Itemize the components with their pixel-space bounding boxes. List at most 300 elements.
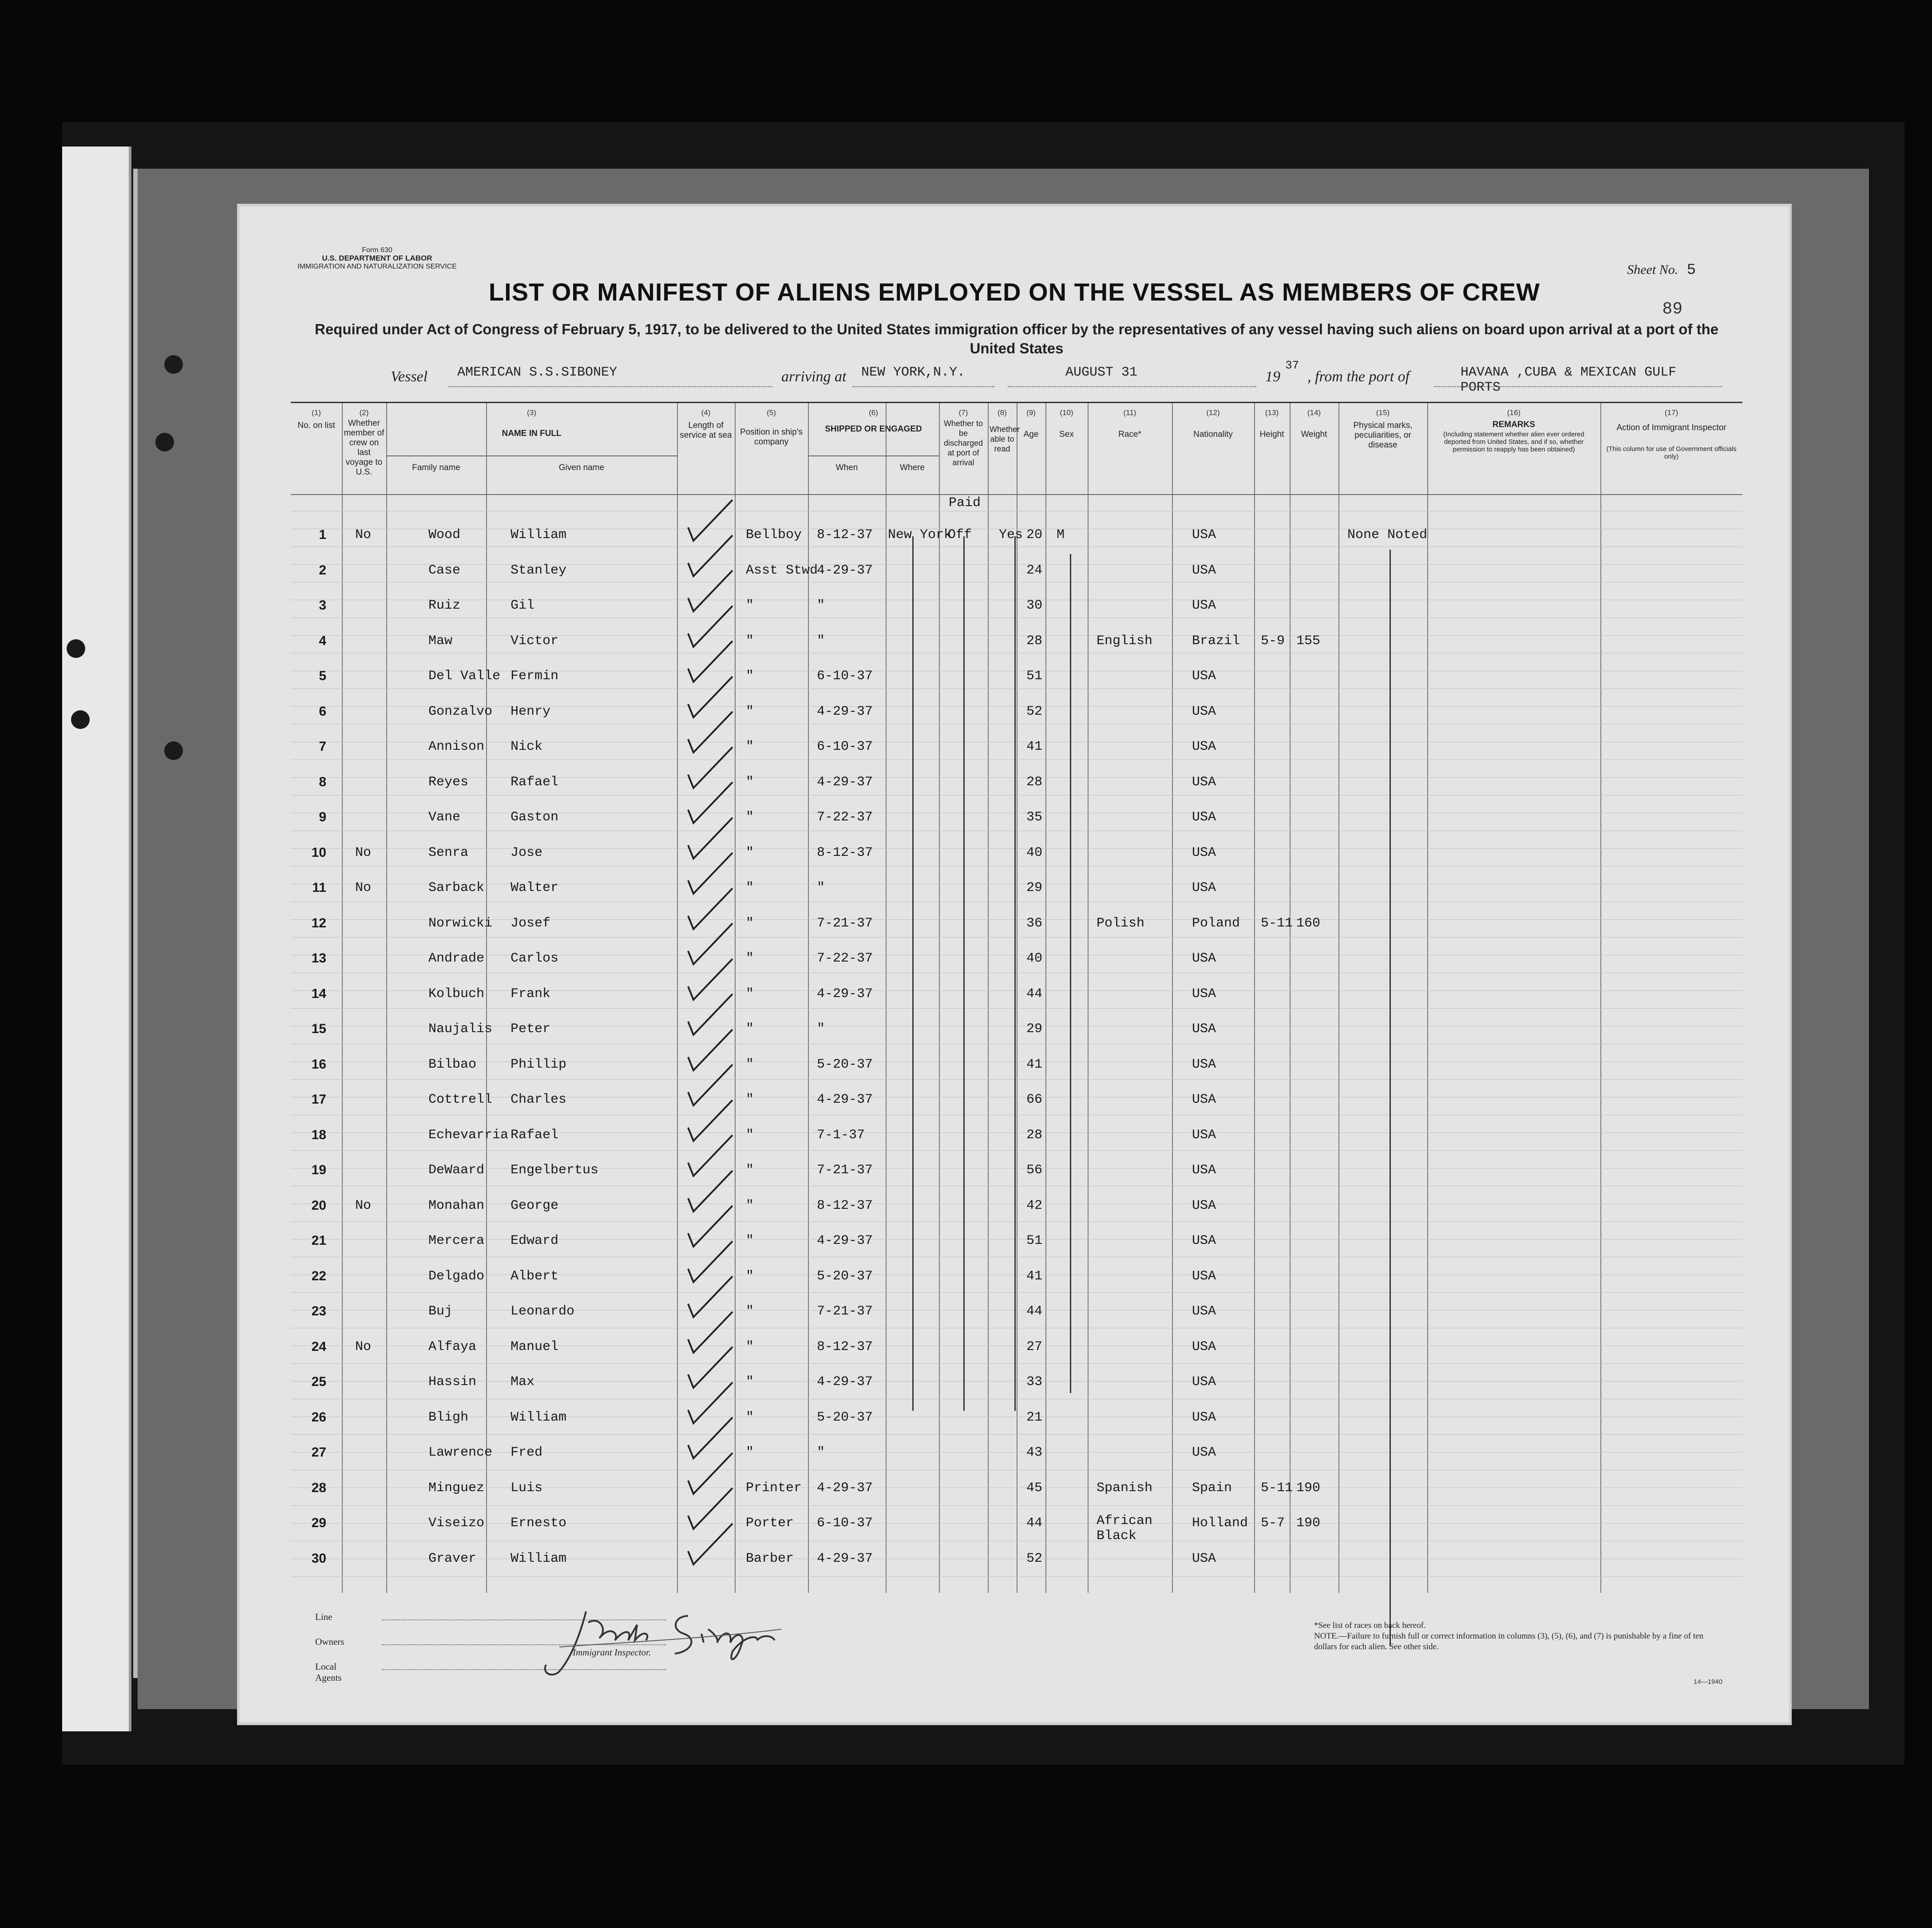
position: " [746,704,754,719]
family-name: Naujalis [428,1021,493,1037]
nationality: USA [1192,1551,1216,1566]
header-nationality: Nationality [1193,430,1233,439]
document-title: LIST OR MANIFEST OF ALIENS EMPLOYED ON THE VESSEL AS MEMBERS OF CREW [488,278,1540,306]
family-name: Monahan [428,1198,485,1213]
header-inspector-detail: (This column for use of Government officials only) [1606,445,1737,460]
header-when: When [835,463,858,472]
given-name: William [511,1409,567,1425]
nationality: USA [1192,1304,1216,1319]
height: 5-11 [1261,915,1293,931]
arriving-port: NEW YORK,N.Y. [861,365,966,380]
ruled-line [291,1061,1742,1062]
footer-notes [1314,1620,1714,1652]
position: Printer [746,1480,802,1496]
check-mark [684,1520,737,1569]
given-name: Josef [511,915,551,931]
binder-hole [164,355,183,374]
nationality: USA [1192,1163,1216,1178]
family-name: Del Valle [428,669,501,684]
age: 56 [1026,1163,1043,1178]
age: 28 [1026,633,1043,649]
ruled-line [291,546,1742,547]
shipped-when: 4-29-37 [817,704,873,719]
header-physical-marks-number: (15) [1376,408,1390,417]
race: Spanish [1097,1480,1153,1496]
header-name-in-full-number: (3) [527,408,536,417]
given-name: Gil [511,598,535,613]
header-height-number: (13) [1265,408,1279,417]
family-name: Minguez [428,1480,485,1496]
nationality: USA [1192,669,1216,684]
row-number: 25 [311,1374,326,1389]
height: 5-7 [1261,1516,1285,1531]
header-race-number: (11) [1123,408,1136,417]
shipped-when: 7-21-37 [817,1304,873,1319]
shipped-when: 8-12-37 [817,527,873,542]
header-family-name: Family name [412,463,460,472]
family-name: Ruiz [428,598,461,613]
nationality: USA [1192,1409,1216,1425]
given-name: Charles [511,1092,567,1107]
binder-hole [164,741,183,760]
position: " [746,1092,754,1107]
header-length-of-service-number: (4) [701,408,711,417]
weight: 160 [1296,915,1321,931]
ruled-line [291,1221,1742,1222]
row-number: 14 [311,986,326,1001]
height: 5-11 [1261,1480,1293,1496]
service-name: IMMIGRATION AND NATURALIZATION SERVICE [297,263,457,270]
from-port-label: , from the port of [1307,368,1410,385]
given-name: Leonardo [511,1304,575,1319]
last-voyage: No [355,845,372,860]
shipped-when: 8-12-37 [817,1339,873,1354]
ruled-line [291,1363,1742,1364]
age: 29 [1026,880,1043,895]
age: 36 [1026,915,1043,931]
age: 44 [1026,986,1043,1002]
shipped-when: 4-29-37 [817,986,873,1002]
crew-manifest-table [291,402,1742,1593]
nationality: USA [1192,1057,1216,1072]
shipped-when: 7-22-37 [817,951,873,966]
ruled-line [291,1434,1742,1435]
age: 52 [1026,704,1043,719]
header-list-number: No. on list [297,421,335,430]
position: " [746,986,754,1002]
discharged: Off [948,527,972,542]
age: 41 [1026,1268,1043,1284]
ruled-line [291,1381,1742,1382]
vessel-name: AMERICAN S.S.SIBONEY [457,365,618,380]
column-divider [1600,403,1601,1593]
column-divider [988,403,989,1593]
position: " [746,1233,754,1248]
header-able-to-read: Whether able to read [990,425,1020,453]
given-name: Henry [511,704,551,719]
header-position-number: (5) [767,408,776,417]
penalty-note: NOTE.—Failure to furnish full or correct information in columns (3), (5), (6), and (7) is punishable by a fine of ten dollars for each alien. See other side. [1314,1631,1703,1651]
row-number: 8 [319,774,326,789]
header-age: Age [1023,430,1039,439]
given-name: Ernesto [511,1516,567,1531]
given-name: Fermin [511,669,559,684]
row-number: 11 [312,880,326,895]
ruled-line [291,937,1742,938]
header-height: Height [1259,430,1284,439]
shipped-when: 8-12-37 [817,1198,873,1213]
sheet-number [1627,262,1696,279]
nationality: USA [1192,810,1216,825]
last-voyage: No [355,880,372,895]
position: " [746,669,754,684]
race: African Black [1097,1513,1153,1544]
given-name: Gaston [511,810,559,825]
shipped-when: 7-22-37 [817,810,873,825]
ruled-line [291,1079,1742,1080]
nationality: USA [1192,986,1216,1002]
given-name: Walter [511,880,559,895]
nationality: USA [1192,774,1216,790]
header-shipped-or-engaged: SHIPPED OR ENGAGED [825,424,922,434]
column-divider [342,403,343,1593]
family-name: Hassin [428,1374,477,1390]
given-name: Rafael [511,1127,559,1143]
family-name: Bligh [428,1409,469,1425]
row-number: 12 [311,915,326,930]
family-name: Echevarria [428,1127,509,1143]
shipped-when: " [817,1021,825,1037]
ruled-line [291,1523,1742,1524]
form-identifier [297,246,457,271]
shipped-when: 7-21-37 [817,1163,873,1178]
shipped-when: " [817,633,825,649]
given-name: Max [511,1374,535,1390]
row-number: 9 [319,810,326,824]
ruled-line [291,866,1742,867]
column-divider [677,403,678,1593]
family-name: Annison [428,739,485,754]
shipped-when: 5-20-37 [817,1409,873,1425]
family-name: Andrade [428,951,485,966]
age: 24 [1026,562,1043,578]
column-divider [1290,403,1291,1593]
given-name: Phillip [511,1057,567,1072]
position: " [746,1374,754,1390]
position: Porter [746,1516,794,1531]
column-divider [808,403,809,1593]
row-number: 13 [311,951,326,966]
given-name: Carlos [511,951,559,966]
age: 29 [1026,1021,1043,1037]
row-number: 22 [311,1268,326,1283]
position: " [746,1021,754,1037]
shipped-when: 5-20-37 [817,1268,873,1284]
position: " [746,739,754,754]
header-nationality-number: (12) [1206,408,1220,417]
last-voyage: No [355,527,372,542]
family-name: Kolbuch [428,986,485,1002]
header-name-in-full: NAME IN FULL [502,429,562,438]
age: 45 [1026,1480,1043,1496]
position: " [746,1339,754,1354]
ruled-line [291,1505,1742,1506]
row-number: 27 [311,1445,326,1460]
shipped-when: 5-20-37 [817,1057,873,1072]
position: " [746,774,754,790]
ruled-line [291,1132,1742,1133]
family-name: Lawrence [428,1445,493,1460]
family-name: Viseizo [428,1516,485,1531]
name-subheader-rule [386,455,677,456]
last-voyage: No [355,1339,372,1354]
row-number: 18 [311,1127,326,1142]
position: " [746,598,754,613]
able-to-read: Yes [999,527,1023,542]
position: " [746,1409,754,1425]
age: 44 [1026,1516,1043,1531]
position: " [746,880,754,895]
nationality: USA [1192,951,1216,966]
age: 41 [1026,1057,1043,1072]
race: English [1097,633,1153,649]
form-number: Form 630 [362,246,392,254]
shipped-when: 4-29-37 [817,1374,873,1390]
ditto-stroke [912,536,914,1411]
family-name: Vane [428,810,461,825]
row-number: 23 [311,1304,326,1318]
vessel-line [391,359,1722,395]
given-name: Rafael [511,774,559,790]
age: 27 [1026,1339,1043,1354]
ditto-stroke [963,536,965,1411]
row-number: 20 [311,1198,326,1213]
paid-note: Paid [949,495,981,511]
row-number: 30 [311,1551,326,1566]
family-name: Reyes [428,774,469,790]
year-suffix: 37 [1285,359,1299,372]
family-name: Cottrell [428,1092,493,1107]
given-name: Manuel [511,1339,559,1354]
position: " [746,633,754,649]
age: 30 [1026,598,1043,613]
nationality: USA [1192,880,1216,895]
nationality: USA [1192,1198,1216,1213]
family-name: Maw [428,633,453,649]
family-name: Wood [428,527,461,542]
vessel-label: Vessel [391,368,428,385]
nationality: USA [1192,1021,1216,1037]
print-code: 14—1940 [1693,1678,1722,1686]
header-age-number: (9) [1026,408,1036,417]
age: 51 [1026,1233,1043,1248]
shipped-when: " [817,598,825,613]
height: 5-9 [1261,633,1285,649]
age: 44 [1026,1304,1043,1319]
nationality: USA [1192,845,1216,860]
row-number: 6 [319,704,326,719]
ruled-line [291,1150,1742,1151]
ruled-line [291,635,1742,636]
given-name: Peter [511,1021,551,1037]
binding-strip-edge [133,169,138,1678]
given-name: Albert [511,1268,559,1284]
position: " [746,951,754,966]
position: " [746,1198,754,1213]
age: 28 [1026,1127,1043,1143]
header-where: Where [900,463,925,472]
binder-hole [67,639,85,658]
ruled-line [291,1008,1742,1009]
department-name: U.S. DEPARTMENT OF LABOR [322,254,432,262]
shipped-when: 6-10-37 [817,739,873,754]
row-number: 16 [311,1057,326,1072]
shipped-when: 6-10-37 [817,1516,873,1531]
last-voyage: No [355,1198,372,1213]
sex: M [1057,527,1065,542]
race-note: *See list of races on back hereof. [1314,1621,1426,1630]
column-divider [1254,403,1255,1593]
nationality: USA [1192,1374,1216,1390]
column-divider [386,403,387,1593]
age: 43 [1026,1445,1043,1460]
header-inspector-action: Action of Immigrant Inspector [1616,423,1726,432]
ruled-line [291,990,1742,991]
nationality: Spain [1192,1480,1232,1496]
nationality: USA [1192,562,1216,578]
shipped-when: 7-1-37 [817,1127,865,1143]
given-name: Frank [511,986,551,1002]
family-name: Norwicki [428,915,493,931]
shipped-when: " [817,1445,825,1460]
given-name: Luis [511,1480,543,1496]
ruled-line [291,1576,1742,1577]
nationality: USA [1192,598,1216,613]
position: " [746,1445,754,1460]
column-divider [939,403,940,1593]
position: " [746,845,754,860]
position: " [746,1163,754,1178]
nationality: Brazil [1192,633,1240,649]
given-name: Stanley [511,562,567,578]
header-list-number-number: (1) [312,408,321,417]
header-last-voyage-number: (2) [359,408,369,417]
header-physical-marks: Physical marks, peculiarities, or disease [1353,421,1413,450]
position: " [746,915,754,931]
shipped-when: 7-21-37 [817,915,873,931]
header-inspector-action-number: (17) [1664,408,1679,417]
binder-hole [155,433,174,451]
sheet-number-label: Sheet No. [1627,262,1679,277]
position: " [746,1057,754,1072]
nationality: USA [1192,1092,1216,1107]
year-prefix: 19 [1265,368,1280,385]
row-number: 17 [311,1092,326,1107]
row-number: 1 [319,527,326,542]
row-number: 10 [311,845,326,860]
nationality: USA [1192,704,1216,719]
row-number: 28 [311,1480,326,1495]
age: 51 [1026,669,1043,684]
header-weight-number: (14) [1307,408,1321,417]
row-number: 4 [319,633,326,648]
family-name: Mercera [428,1233,485,1248]
owners-label: Owners [315,1636,344,1647]
weight: 190 [1296,1516,1321,1531]
position: " [746,1127,754,1143]
column-divider [886,403,887,1593]
arrival-date: AUGUST 31 [1065,365,1138,380]
row-number: 2 [319,562,326,578]
column-divider [1338,403,1339,1593]
position: " [746,810,754,825]
shipped-where: New York [888,527,952,542]
ruled-line [291,795,1742,796]
age: 40 [1026,951,1043,966]
given-name: Engelbertus [511,1163,599,1178]
manifest-sheet [240,206,1789,1722]
nationality: Holland [1192,1516,1248,1531]
ruled-line [291,777,1742,778]
age: 66 [1026,1092,1043,1107]
family-name: Buj [428,1304,453,1319]
age: 35 [1026,810,1043,825]
ruled-line [291,1292,1742,1293]
column-divider [486,403,487,1593]
ruled-line [291,706,1742,707]
shipped-when: 6-10-37 [817,669,873,684]
shipped-subheader-rule [808,455,939,456]
shipped-when: 8-12-37 [817,845,873,860]
row-number: 21 [311,1233,326,1248]
family-name: Senra [428,845,469,860]
header-remarks-number: (16) [1507,408,1521,417]
position: Barber [746,1551,794,1566]
header-shipped-or-engaged-number: (6) [869,408,878,417]
nationality: Poland [1192,915,1240,931]
nationality: USA [1192,1127,1216,1143]
family-name: Sarback [428,880,485,895]
position: " [746,1268,754,1284]
shipped-when: 4-29-37 [817,1092,873,1107]
ditto-stroke [1070,554,1071,1393]
age: 42 [1026,1198,1043,1213]
column-divider [1045,403,1046,1593]
weight: 155 [1296,633,1321,649]
family-name: Case [428,562,461,578]
shipped-when: 4-29-37 [817,1551,873,1566]
row-number: 3 [319,598,326,613]
age: 28 [1026,774,1043,790]
row-number: 24 [311,1339,326,1354]
nationality: USA [1192,1233,1216,1248]
ruled-line [291,564,1742,565]
header-able-to-read-number: (8) [998,408,1007,417]
age: 21 [1026,1409,1043,1425]
row-number: 7 [319,739,326,754]
row-number: 19 [311,1163,326,1177]
family-name: Bilbao [428,1057,477,1072]
given-name: William [511,1551,567,1566]
nationality: USA [1192,527,1216,542]
shipped-when: 4-29-37 [817,1480,873,1496]
age: 52 [1026,1551,1043,1566]
nationality: USA [1192,1445,1216,1460]
column-divider [1172,403,1173,1593]
row-number: 29 [311,1516,326,1530]
ruled-line [291,919,1742,920]
shipped-when: 4-29-37 [817,562,873,578]
